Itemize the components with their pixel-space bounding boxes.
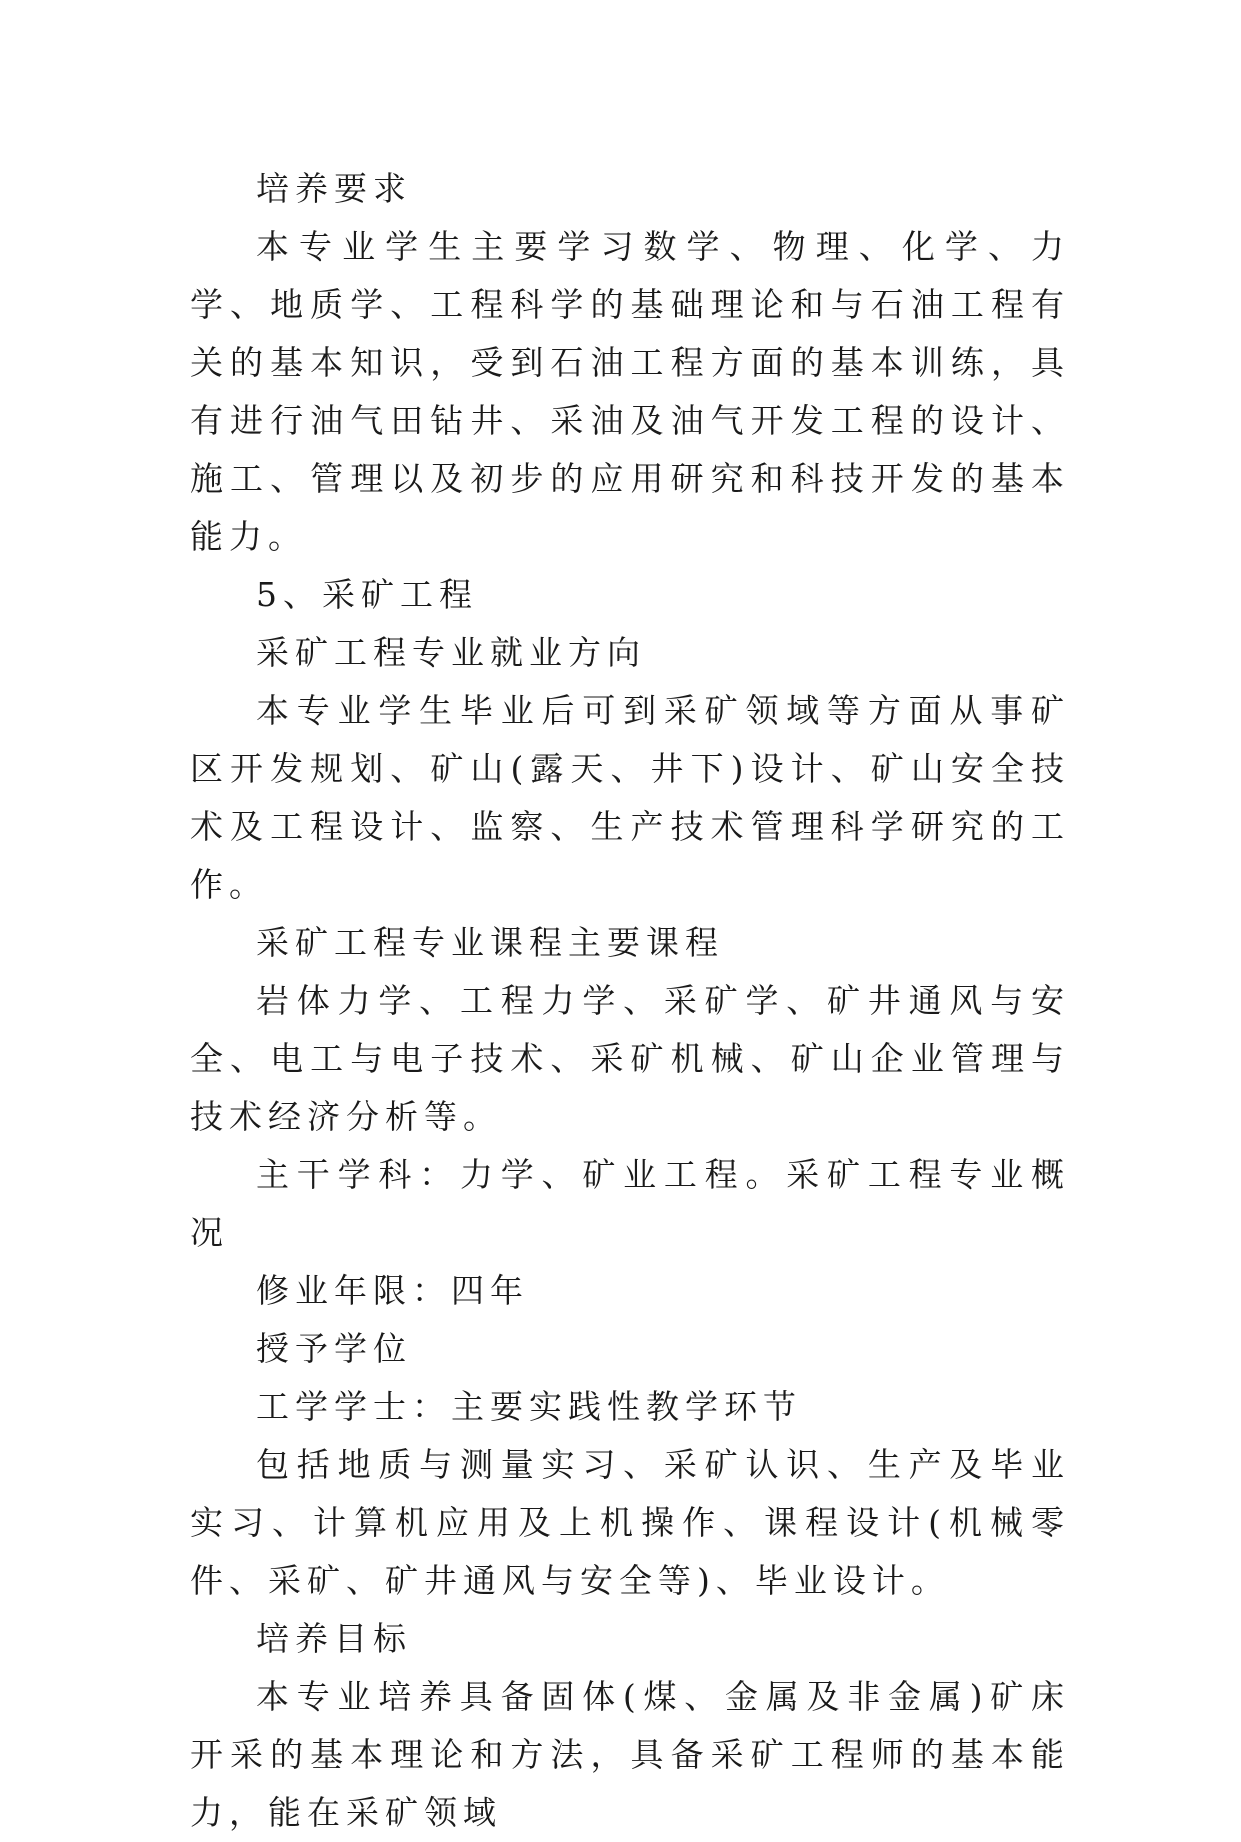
paragraph-main-disciplines: 主干学科：力学、矿业工程。采矿工程专业概况 (190, 1155, 1070, 1252)
paragraph-employment-direction: 本专业学生毕业后可到采矿领域等方面从事矿区开发规划、矿山(露天、井下)设计、矿山安全技术及工程设计、监察、生产技术管理科学研究的工作。 (190, 691, 1070, 904)
heading-employment-direction: 采矿工程专业就业方向 (256, 633, 646, 672)
document-body (190, 160, 1070, 1842)
paragraph-training-objectives: 本专业培养具备固体(煤、金属及非金属)矿床开采的基本理论和方法，具备采矿工程师的基本能力，能在采矿领域 (190, 1677, 1070, 1832)
heading-training-objectives: 培养目标 (256, 1619, 412, 1658)
heading-main-courses: 采矿工程专业课程主要课程 (256, 923, 724, 962)
paragraph-study-duration: 修业年限：四年 (256, 1271, 529, 1310)
section-heading-mining-engineering: 5、采矿工程 (256, 575, 478, 614)
paragraph-degree-practice: 工学学士：主要实践性教学环节 (256, 1387, 802, 1426)
heading-degree-awarded: 授予学位 (256, 1329, 412, 1368)
paragraph-main-courses: 岩体力学、工程力学、采矿学、矿井通风与安全、电工与电子技术、采矿机械、矿山企业管理与技术经济分析等。 (190, 981, 1070, 1136)
paragraph-practice-details: 包括地质与测量实习、采矿认识、生产及毕业实习、计算机应用及上机操作、课程设计(机械零件、采矿、矿井通风与安全等)、毕业设计。 (190, 1445, 1070, 1600)
heading-training-requirements: 培养要求 (256, 169, 412, 208)
paragraph-training-requirements: 本专业学生主要学习数学、物理、化学、力学、地质学、工程科学的基础理论和与石油工程有关的基本知识，受到石油工程方面的基本训练，具有进行油气田钻井、采油及油气开发工程的设计、施工、管理以及初步的应用研究和科技开发的基本能力。 (190, 227, 1070, 556)
